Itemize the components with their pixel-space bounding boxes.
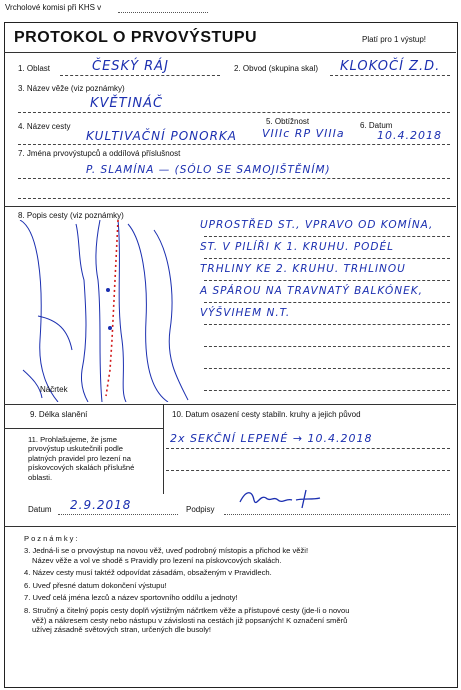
popis-rule bbox=[204, 258, 450, 259]
jmena-label: 7. Jména prvovýstupců a oddílová příslušnost bbox=[18, 149, 181, 158]
nacrtek-label: Náčrtek bbox=[40, 385, 68, 394]
ring-1-icon bbox=[106, 288, 110, 292]
oblast-value: ČESKÝ RÁJ bbox=[92, 59, 169, 74]
cesta-label: 4. Název cesty bbox=[18, 122, 71, 131]
popis-label: 8. Popis cesty (viz poznámky) bbox=[18, 211, 124, 220]
popis-text bbox=[200, 214, 450, 324]
podpisy-line bbox=[224, 514, 450, 515]
route-sketch bbox=[18, 220, 194, 402]
popis-rule bbox=[204, 390, 450, 391]
tower-right-edge bbox=[128, 224, 168, 402]
popis-rule bbox=[204, 368, 450, 369]
popis-line-3: TRHLINY KE 2. KRUHU. TRHLINOU bbox=[200, 263, 406, 275]
popis-rule bbox=[204, 302, 450, 303]
jmena-line bbox=[18, 178, 450, 179]
cesta-value: KULTIVAČNÍ PONORKA bbox=[86, 129, 238, 143]
notes-list bbox=[24, 546, 452, 635]
ring-2-icon bbox=[108, 326, 112, 330]
kruhy-line-2 bbox=[166, 470, 450, 471]
signature bbox=[236, 486, 326, 514]
rock-outline-left bbox=[20, 220, 58, 402]
cesta-line bbox=[18, 144, 450, 145]
popis-line-2: ST. V PILÍŘI K 1. KRUHU. PODÉL bbox=[200, 241, 395, 253]
obvod-label: 2. Obvod (skupina skal) bbox=[234, 64, 319, 73]
komise-line bbox=[118, 12, 208, 13]
kruhy-label: 10. Datum osazení cesty stabiln. kruhy a jejich původ bbox=[172, 410, 361, 419]
popis-rule bbox=[204, 346, 450, 347]
divider bbox=[4, 526, 456, 527]
datum-value: 10.4.2018 bbox=[377, 129, 442, 142]
kruhy-line bbox=[166, 448, 450, 449]
ledge-line bbox=[38, 316, 72, 350]
note-item: věž) a nákresem cesty nebo nástupu v závislosti na cestách již popsaných! K označení směrů bbox=[32, 615, 348, 625]
divider bbox=[4, 206, 456, 207]
datum2-line bbox=[58, 514, 178, 515]
note-item: užívej zásadně světových stran, určených dle busoly! bbox=[32, 625, 211, 635]
popis-line-1: UPROSTŘED ST., VPRAVO OD KOMÍNA, bbox=[200, 219, 434, 231]
oblast-label: 1. Oblast bbox=[18, 64, 51, 73]
route-crack-right bbox=[118, 220, 126, 402]
page-title: PROTOKOL O PRVOVÝSTUPU bbox=[14, 29, 258, 46]
note-item: Název věže a vol ve shodě s Pravidly pro lezení na pískovcových skalách. bbox=[32, 555, 282, 565]
popis-rule bbox=[204, 236, 450, 237]
chimney-left bbox=[76, 224, 88, 402]
note-item: 4. Název cesty musí taktéž odpovídat zásadám, obsaženým v Pravidlech. bbox=[24, 568, 272, 578]
note-item: 7. Uveď celá jména lezců a název sportovního oddílu a jednoty! bbox=[24, 593, 238, 603]
kruhy-value: 2x SEKČNÍ LEPENÉ → 10.4.2018 bbox=[170, 432, 373, 445]
vez-value: KVĚTINÁČ bbox=[90, 96, 164, 111]
note-item: 8. Stručný a čitelný popis cesty doplň výstižným náčrtkem věže a přístupové cesty (jde-li o novou bbox=[24, 605, 350, 615]
prohlaseni-text: 11. Prohlašujeme, že jsme prvovýstup uskutečnili podle platných pravidel pro lezení na pískovcových skalách příslušné oblasti. bbox=[28, 435, 135, 482]
oblast-line bbox=[60, 75, 220, 76]
note-item: 6. Uveď přesné datum dokončení výstupu! bbox=[24, 580, 167, 590]
datum2-label: Datum bbox=[28, 505, 52, 514]
datum-label: 6. Datum bbox=[360, 121, 393, 130]
popis-line-5: VÝŠVIHEM N.T. bbox=[200, 307, 291, 319]
valid-note: Platí pro 1 výstup! bbox=[362, 35, 427, 44]
obtiznost-value: VIIIc RP VIIIa bbox=[262, 127, 345, 140]
divider bbox=[4, 52, 456, 53]
vez-label: 3. Název věže (viz poznámky) bbox=[18, 84, 125, 93]
rock-outline-right bbox=[154, 230, 188, 400]
komise-label: Vrcholové komisi při KHS v bbox=[5, 3, 102, 12]
obtiznost-label: 5. Obtížnost bbox=[266, 117, 310, 126]
popis-rule bbox=[204, 280, 450, 281]
popis-rule bbox=[204, 324, 450, 325]
datum2-value: 2.9.2018 bbox=[70, 498, 132, 512]
notes-title: Poznámky: bbox=[24, 534, 80, 543]
note-item: 3. Jedná-li se o prvovýstup na novou věž, uveď podrobný místopis a přichod ke věži! bbox=[24, 546, 309, 555]
slaneni-label: 9. Délka slanění bbox=[30, 410, 88, 419]
obvod-line bbox=[330, 75, 450, 76]
vez-line bbox=[18, 112, 450, 113]
jmena-line-2 bbox=[18, 198, 450, 199]
route-line bbox=[106, 220, 118, 396]
podpisy-label: Podpisy bbox=[186, 505, 215, 514]
route-crack-left bbox=[96, 220, 102, 402]
obvod-value: KLOKOČÍ Z.D. bbox=[340, 59, 441, 74]
popis-line-4: A SPÁROU NA TRAVNATÝ BALKÓNEK, bbox=[200, 285, 423, 297]
jmena-value: P. SLAMÍNA — (SÓLO SE SAMOJIŠTĚNÍM) bbox=[86, 164, 331, 176]
